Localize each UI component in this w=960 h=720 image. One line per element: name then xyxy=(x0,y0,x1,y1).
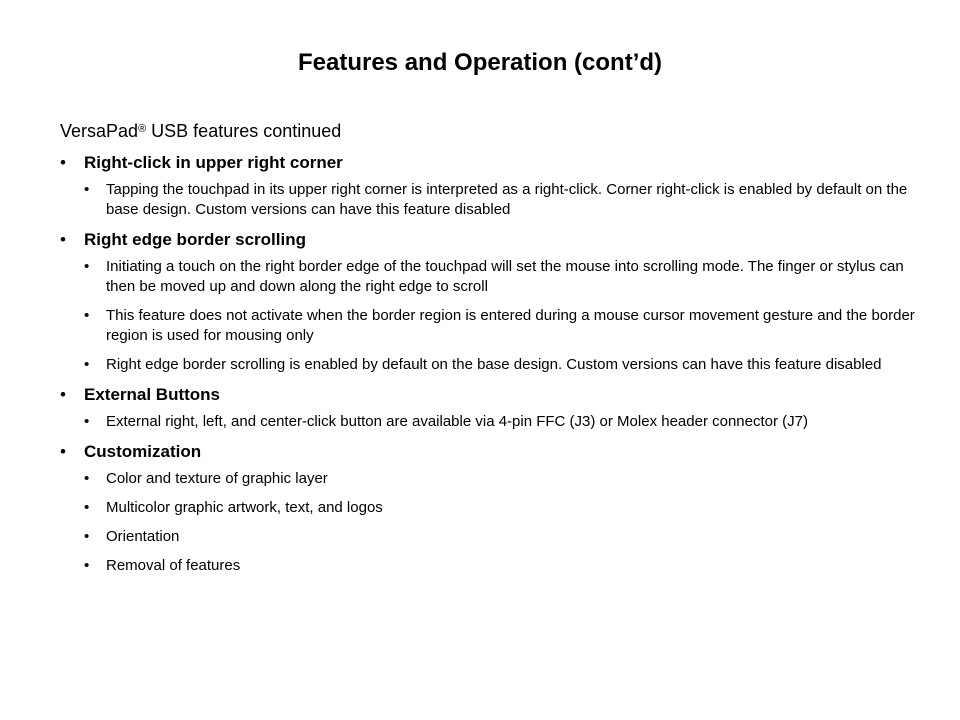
bullet: • xyxy=(84,557,90,574)
bullet: • xyxy=(84,413,90,430)
section-right-click xyxy=(60,152,920,220)
section-heading xyxy=(60,441,920,463)
intro-text: VersaPad xyxy=(60,121,139,141)
sub-bullet-text: External right, left, and center-click button are available via 4-pin FFC (J3) or Molex header connector (J7) xyxy=(106,413,808,430)
sub-bullet-text: Removal of features xyxy=(106,557,241,574)
bullet: • xyxy=(60,153,66,172)
bullet: • xyxy=(84,470,90,487)
bullet: • xyxy=(84,181,90,198)
bullet: • xyxy=(60,230,66,249)
sub-bullet-text: This feature does not activate when the border region is entered during a mouse cursor movement gesture and the border region is used for mousing only xyxy=(106,307,915,344)
sub-bullet-item xyxy=(84,306,920,346)
sub-bullet-item xyxy=(84,412,920,432)
sub-bullet-text: Tapping the touchpad in its upper right corner is interpreted as a right-click. Corner right-click is enabled by default on the base design. Custom versions can have this feature disabled xyxy=(106,181,908,218)
sub-bullet-text: Initiating a touch on the right border edge of the touchpad will set the mouse into scrolling mode. The finger or stylus can then be moved up and down along the right edge to scroll xyxy=(106,258,904,295)
heading-text: Customization xyxy=(84,442,202,461)
bullet: • xyxy=(60,442,66,461)
sub-bullet-item xyxy=(84,527,920,547)
intro-rest: USB features continued xyxy=(146,121,342,141)
slide-content xyxy=(60,120,920,585)
section-external-buttons xyxy=(60,384,920,432)
heading-text: Right edge border scrolling xyxy=(84,230,306,249)
sub-bullet-item xyxy=(84,257,920,297)
section-heading xyxy=(60,229,920,251)
heading-text: Right-click in upper right corner xyxy=(84,153,343,172)
registered-mark: ® xyxy=(138,123,147,135)
bullet: • xyxy=(84,528,90,545)
sub-bullet-text: Color and texture of graphic layer xyxy=(106,470,328,487)
sub-bullet-item xyxy=(84,180,920,220)
intro-line xyxy=(60,120,920,142)
section-customization xyxy=(60,441,920,576)
sub-bullet-text: Right edge border scrolling is enabled by default on the base design. Custom versions can have this feature disabled xyxy=(106,356,882,373)
sub-bullet-item xyxy=(84,469,920,489)
section-border-scrolling xyxy=(60,229,920,375)
sub-bullet-item xyxy=(84,498,920,518)
bullet: • xyxy=(84,499,90,516)
sub-bullet-item xyxy=(84,355,920,375)
slide-title: Features and Operation (cont’d) xyxy=(297,49,663,76)
sub-bullet-text: Orientation xyxy=(106,528,180,545)
heading-text: External Buttons xyxy=(84,385,221,404)
bullet: • xyxy=(84,356,90,373)
bullet: • xyxy=(60,385,66,404)
bullet: • xyxy=(84,307,90,324)
section-heading xyxy=(60,384,920,406)
sub-bullet-text: Multicolor graphic artwork, text, and logos xyxy=(106,499,383,516)
bullet: • xyxy=(84,258,90,275)
sub-bullet-item xyxy=(84,556,920,576)
section-heading xyxy=(60,152,920,174)
